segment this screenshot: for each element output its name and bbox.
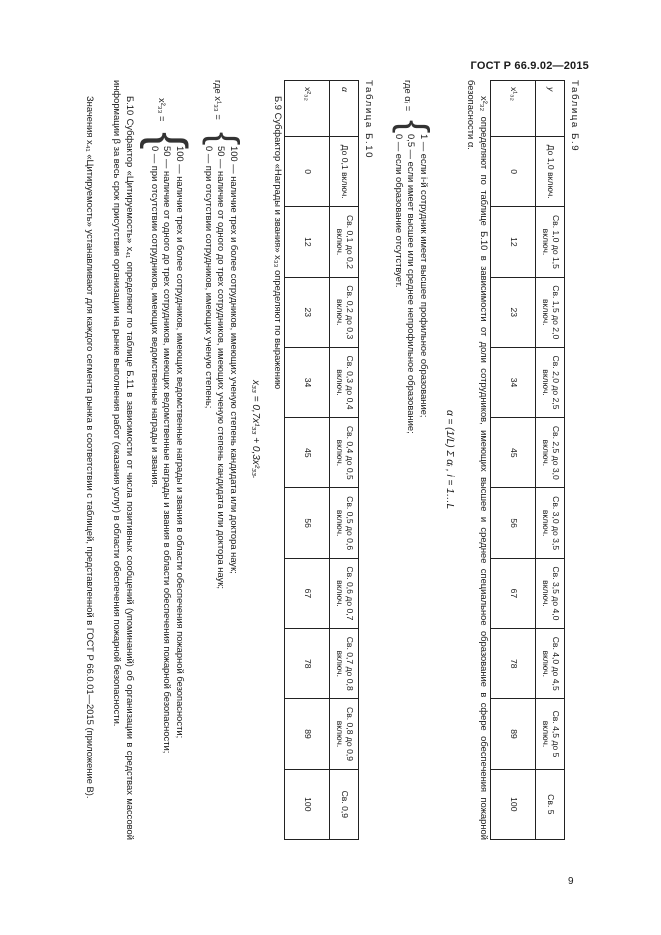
alpha-i-line: 0,5 — если имеет высшее или среднее непрофильное образование; — [406, 134, 418, 434]
table-header-cell: Св. 0,1 до 0,2 включ. — [330, 207, 359, 277]
alpha-i-line: 0 — если образование отсутствует. — [393, 134, 405, 288]
x33-1-line: 50 — наличие от одного до трех сотрудников, имеющих ученую степень кандидата или доктора наук; — [216, 146, 228, 589]
x33-1-prefix: где x¹₃₃ = — [213, 80, 224, 120]
x33-2-brace: { — [139, 132, 197, 150]
alpha-i-line: 1 — если i-й сотрудник имеет высшее профильное образование; — [419, 134, 430, 418]
table-b9-row-head: x¹₃₂ — [491, 81, 536, 137]
table-value-cell: 89 — [285, 699, 330, 769]
table-value-cell: 67 — [285, 558, 330, 628]
table-header-cell: Св. 4,5 до 5 включ. — [536, 699, 565, 769]
x33-2-line: 100 — наличие трех и более сотрудников, имеющих ведомственные награды и звания в области обеспечения пожарной безопасности; — [175, 146, 186, 739]
table-value-cell: 34 — [285, 347, 330, 417]
table-value-cell: 89 — [491, 699, 536, 769]
table-header-cell: Св. 0,7 до 0,8 включ. — [330, 629, 359, 699]
table-header-cell: Св. 0,4 до 0,5 включ. — [330, 418, 359, 488]
table-b10-row-head: α — [330, 81, 359, 137]
para-x32: x²₃₂ определяют по таблице Б.10 в зависимости от доли сотрудников, имеющих высшее и среднее специальное образование в сфере обеспечения пожарной безопасности α. — [466, 80, 490, 840]
table-value-cell: 0 — [285, 137, 330, 207]
x33-1-line: 0 — при отсутствии сотрудников, имеющих ученую степень; — [203, 146, 215, 409]
page-number: 9 — [568, 876, 574, 887]
table-header-cell: Св. 3,5 до 4,0 включ. — [536, 558, 565, 628]
alpha-i-list — [392, 134, 430, 754]
table-header-cell: Св. 4,0 до 4,5 включ. — [536, 629, 565, 699]
table-header-cell: Св. 0,2 до 0,3 включ. — [330, 277, 359, 347]
table-value-cell: 100 — [491, 769, 536, 839]
table-header-cell: До 0,1 включ. — [330, 137, 359, 207]
table-b10 — [284, 80, 359, 840]
b10-paragraph-2: Значения x₄₁ «Цитируемость» устанавливают для каждого сегмента рынка в соответствии с таблицей, представленной в ГОСТ Р 66.0.01—2015 (приложение В). — [85, 96, 96, 799]
table-value-cell: 12 — [285, 207, 330, 277]
table-header-cell: Св. 0,5 до 0,6 включ. — [330, 488, 359, 558]
x33-2-line: 0 — при отсутствии сотрудников, имеющих ведомственные награды и звания. — [149, 146, 161, 488]
x33-formula: x₃₃ = 0,7x¹₃₃ + 0,3x²₃₃. — [250, 380, 261, 479]
x33-2-prefix: x²₃₃ = — [157, 98, 168, 122]
table-b9-row-head: y — [536, 81, 565, 137]
table-value-cell: 56 — [285, 488, 330, 558]
table-value-cell: 78 — [285, 629, 330, 699]
b10-paragraph: Б.10 Субфактор «Цитируемость» x₄₁ определяют по таблице Б.11 в зависимости от числа позитивных сообщений (упоминаний) об организации в средствах массовой информации β за весь срок присутствия организации на рынке выполнения работ (оказания услуг) в области обеспечения пожарной безопасности. — [112, 80, 136, 840]
page-header: ГОСТ Р 66.9.02—2015 — [470, 60, 589, 72]
table-header-cell: Св. 1,0 до 1,5 включ. — [536, 207, 565, 277]
table-b9-value-row — [491, 81, 536, 840]
table-value-cell: 45 — [491, 418, 536, 488]
table-value-cell: 23 — [285, 277, 330, 347]
table-header-cell: Св. 1,5 до 2,0 включ. — [536, 277, 565, 347]
alpha-formula: α = (1/L) Σ αᵢ , i = 1…L — [444, 410, 455, 510]
table-b9-header-row — [536, 81, 565, 840]
table-b10-row-head: x²₃₂ — [285, 81, 330, 137]
table-header-cell: Св. 2,0 до 2,5 включ. — [536, 347, 565, 417]
table-header-cell: Св. 2,5 до 3,0 включ. — [536, 418, 565, 488]
table-header-cell: Св. 0,6 до 0,7 включ. — [330, 558, 359, 628]
table-b10-header-row — [330, 81, 359, 840]
table-b9 — [490, 80, 565, 840]
table-header-cell: До 1,0 включ. — [536, 137, 565, 207]
b9-title: Б.9 Субфактор «Награды и звания» x₃₃ определяют по выражению — [273, 96, 284, 390]
table-b9-caption: Таблица Б.9 — [569, 80, 580, 153]
x33-2-list — [148, 146, 186, 836]
table-b10-value-row — [285, 81, 330, 840]
alpha-i-brace: { — [392, 120, 436, 134]
table-value-cell: 0 — [491, 137, 536, 207]
table-value-cell: 100 — [285, 769, 330, 839]
table-header-cell: Св. 3,0 до 3,5 включ. — [536, 488, 565, 558]
rotated-content — [50, 80, 580, 870]
table-value-cell: 56 — [491, 488, 536, 558]
table-value-cell: 45 — [285, 418, 330, 488]
x33-1-list — [202, 146, 240, 836]
table-value-cell: 78 — [491, 629, 536, 699]
table-value-cell: 67 — [491, 558, 536, 628]
table-header-cell: Св. 5 — [536, 769, 565, 839]
table-value-cell: 23 — [491, 277, 536, 347]
x33-1-line: 100 — наличие трех и более сотрудников, имеющих ученую степень кандидата или доктора наук; — [229, 146, 240, 574]
table-b10-caption: Таблица Б.10 — [363, 80, 374, 160]
table-header-cell: Св. 0,9 — [330, 769, 359, 839]
table-header-cell: Св. 0,8 до 0,9 включ. — [330, 699, 359, 769]
table-value-cell: 34 — [491, 347, 536, 417]
table-value-cell: 12 — [491, 207, 536, 277]
table-header-cell: Св. 0,3 до 0,4 включ. — [330, 347, 359, 417]
x33-2-line: 50 — наличие от одного до трех сотрудников, имеющих ведомственные награды и звания в области обеспечения пожарной безопасности; — [162, 146, 174, 754]
alpha-i-prefix: где αᵢ = — [403, 80, 414, 112]
x33-1-brace: { — [202, 132, 246, 146]
